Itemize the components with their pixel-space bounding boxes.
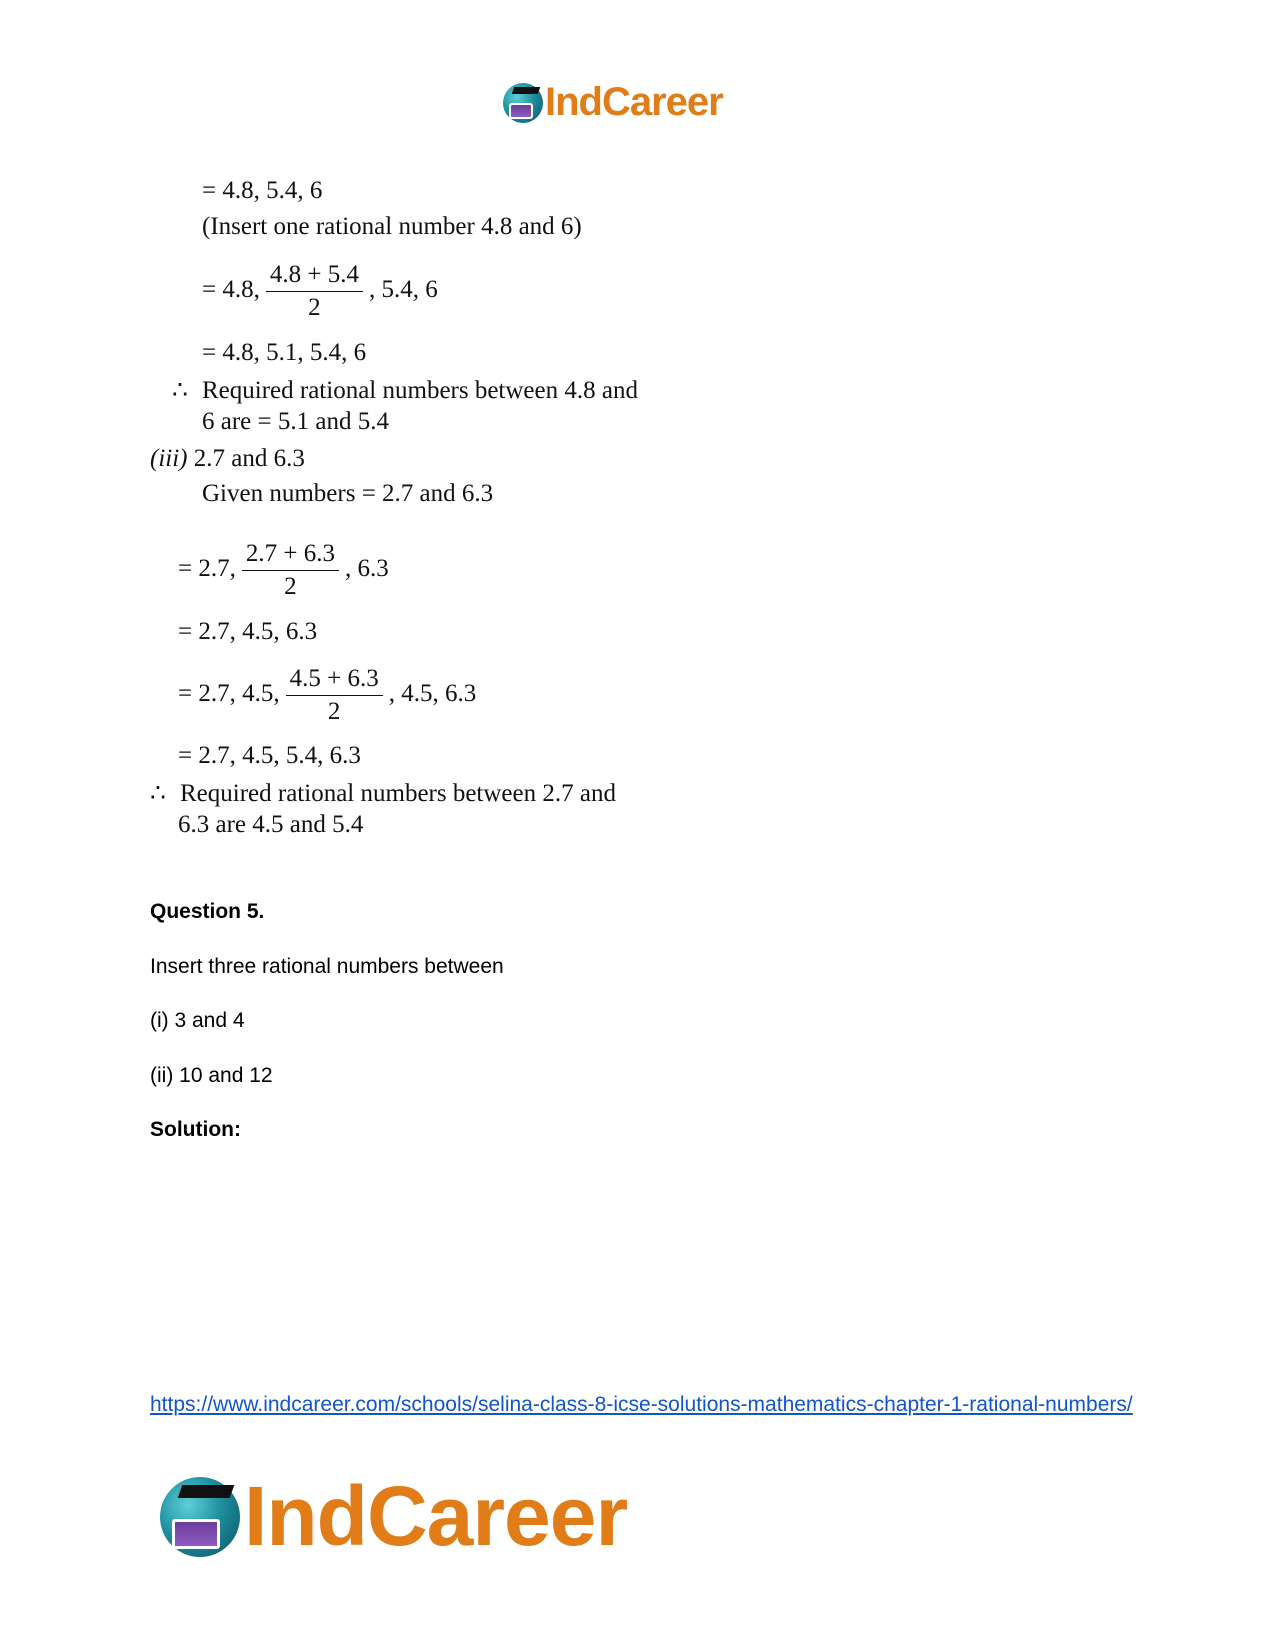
fraction-1-numerator: 4.8 + 5.4 xyxy=(266,261,363,292)
scan-line-4: = 4.8, 5.1, 5.4, 6 xyxy=(202,339,367,366)
scan-line-1: = 4.8, 5.4, 6 xyxy=(202,177,323,204)
scan-line-9-suffix: , 6.3 xyxy=(344,555,389,583)
scan-line-3-prefix: = 4.8, xyxy=(202,276,260,304)
therefore-symbol: ∴ xyxy=(172,377,188,404)
scan-line-10: = 2.7, 4.5, 6.3 xyxy=(178,618,318,645)
fraction-2-denominator: 2 xyxy=(284,573,297,600)
scan-line-9-prefix: = 2.7, xyxy=(178,555,236,583)
therefore-symbol-2: ∴ xyxy=(150,780,166,807)
fraction-1-denominator: 2 xyxy=(308,294,321,321)
header-logo xyxy=(503,80,723,125)
question-prompt: Insert three rational numbers between xyxy=(150,955,504,978)
scan-line-11-prefix: = 2.7, 4.5, xyxy=(178,680,280,708)
scan-line-3-suffix: , 5.4, 6 xyxy=(368,276,438,304)
scan-line-14: 6.3 are 4.5 and 5.4 xyxy=(178,811,364,838)
question-part-i: (i) 3 and 4 xyxy=(150,1009,245,1032)
scan-line-3 xyxy=(202,261,438,322)
graduation-globe-icon xyxy=(503,83,543,123)
scan-line-7-text: 2.7 and 6.3 xyxy=(193,445,305,472)
scan-line-6: 6 are = 5.1 and 5.4 xyxy=(202,408,389,435)
question-title: Question 5. xyxy=(150,900,265,923)
fraction-2 xyxy=(242,540,339,601)
scan-line-7 xyxy=(150,445,305,473)
scan-line-2: (Insert one rational number 4.8 and 6) xyxy=(202,213,582,240)
footer-logo-text: IndCareer xyxy=(244,1469,628,1563)
scan-line-11-suffix: , 4.5, 6.3 xyxy=(388,680,477,708)
fraction-3-numerator: 4.5 + 6.3 xyxy=(286,665,383,696)
fraction-1 xyxy=(266,261,363,322)
part-iii-label: (iii) xyxy=(150,445,188,472)
footer-logo xyxy=(160,1468,627,1565)
scan-line-11 xyxy=(178,665,476,726)
scan-line-5-text: Required rational numbers between 4.8 and xyxy=(202,377,638,404)
solution-scan xyxy=(150,175,710,880)
solution-label: Solution: xyxy=(150,1118,241,1141)
scan-line-12: = 2.7, 4.5, 5.4, 6.3 xyxy=(178,742,361,769)
question-part-ii: (ii) 10 and 12 xyxy=(150,1064,273,1087)
graduation-globe-icon-large xyxy=(160,1477,240,1557)
source-url-link[interactable]: https://www.indcareer.com/schools/selina-class-8-icse-solutions-mathematics-chapter-1-rational-numbers/ xyxy=(150,1393,1133,1416)
scan-line-8: Given numbers = 2.7 and 6.3 xyxy=(202,480,494,507)
scan-line-9 xyxy=(178,540,389,601)
header-logo-text: IndCareer xyxy=(545,80,723,124)
fraction-3 xyxy=(286,665,383,726)
fraction-3-denominator: 2 xyxy=(327,698,341,725)
fraction-2-numerator: 2.7 + 6.3 xyxy=(242,540,339,571)
scan-line-13-text: Required rational numbers between 2.7 and xyxy=(180,780,616,807)
scan-line-5 xyxy=(172,375,638,405)
scan-line-13 xyxy=(150,778,616,808)
